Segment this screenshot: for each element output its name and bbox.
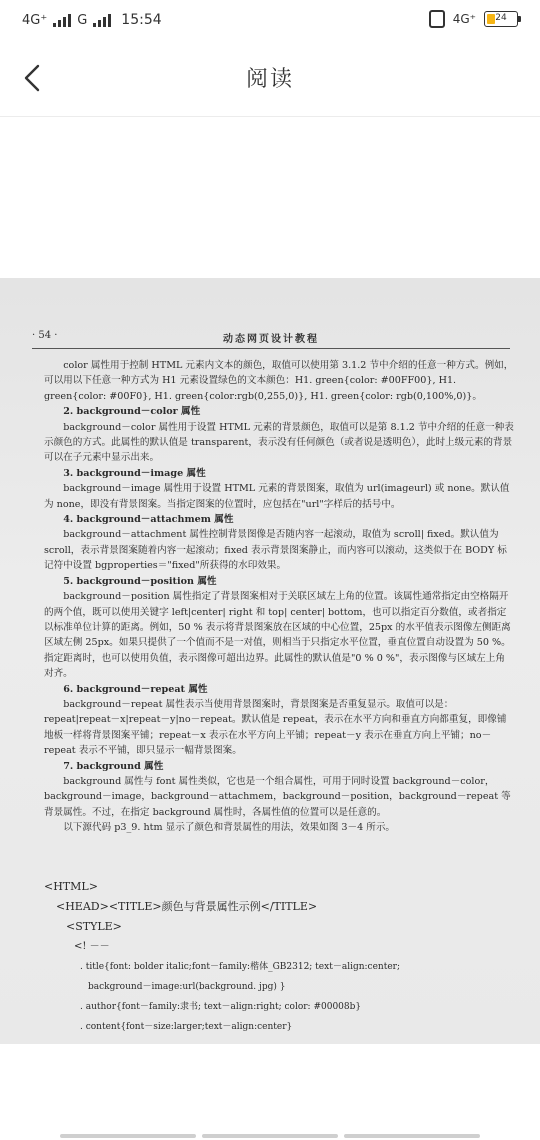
code-line: background－image:url(background. jpg) } — [88, 982, 286, 992]
section-heading: 4. background－attachmem 属性 — [63, 514, 234, 526]
network-type-label: 4G⁺ — [22, 12, 48, 28]
running-title: 动态网页设计教程 — [223, 334, 319, 345]
network-g-label: G — [77, 12, 88, 28]
code-line: . content{font－size:larger;text－align:center} — [80, 1022, 293, 1032]
page-header — [32, 330, 510, 348]
vibrate-icon — [429, 10, 445, 28]
code-listing — [44, 877, 520, 1037]
app-header — [0, 40, 540, 117]
scanned-page-image[interactable] — [0, 278, 540, 1044]
paragraph: 以下源代码 p3_9. htm 显示了颜色和背景属性的用法，效果如图 3－4 所示。 — [63, 822, 396, 834]
section-heading: 5. background－position 属性 — [63, 575, 217, 587]
paragraph: background 属性与 font 属性类似，它也是一个组合属性，可用于同时设置 background－color，background－image，background－attachmem，background－position，background－repeat 等背景属性。不过，在指定 background 属性时，各属性值的位置可以是任意的。 — [44, 775, 511, 818]
network-type-label-right: 4G⁺ — [452, 12, 476, 26]
code-line: <! －－ — [74, 941, 110, 952]
page-number: · 54 · — [32, 330, 58, 341]
battery-level: 24 — [495, 13, 507, 23]
bottom-scroll-indicator — [60, 1134, 480, 1138]
code-line: <STYLE> — [66, 920, 122, 933]
battery-icon — [484, 11, 518, 27]
paragraph: color 属性用于控制 HTML 元素内文本的颜色，取值可以使用第 3.1.2 节中介绍的任意一种方式。例如，可以用以下任意一种方式为 H1 元素设置绿色的文本颜色：H1. green{color: #00FF00}, H1. green{color: #00F0}, H1. green{color:rgb(0,255,0)}, H1. green{color: rgb(0,100%,0)}。 — [44, 360, 514, 402]
code-line: . title{font: bolder italic;font－family:楷体_GB2312; text－align:center; — [80, 962, 400, 972]
clock: 15:54 — [121, 12, 162, 28]
signal-icon-2 — [93, 13, 111, 27]
status-bar — [0, 0, 540, 40]
status-left — [22, 12, 162, 28]
section-heading: 7. background 属性 — [63, 760, 164, 772]
paragraph: background－position 属性指定了背景图案相对于关联区域左上角的位置。该属性通常指定由空格隔开的两个值，既可以使用关键字 left|center| right 和 top| center| bottom，也可以指定百分数值，或者指定以标准单位计算的距离。例如，50 % 表示将背景图案放在区域的中心位置，25px 的水平值表示图像左侧距离区域左侧 25px。如果只提供了一个值而不是一对值，则相当于只指定水平位置，垂直位置自动设置为 50 %。指定距离时，也可以使用负值，表示图像可超出边界。此属性的默认值是"0 % 0 %"，表示图像与区域左上角对齐。 — [44, 591, 511, 680]
battery-cap — [518, 16, 521, 22]
status-right — [429, 10, 518, 28]
signal-icon — [53, 13, 71, 27]
code-line: <HEAD><TITLE>颜色与背景属性示例</TITLE> — [56, 900, 318, 913]
paragraph: background－repeat 属性表示当使用背景图案时，背景图案是否重复显示。取值可以是：repeat|repeat－x|repeat－y|no－repeat。默认值是 repeat，表示在水平方向和垂直方向都重复，即像铺地板一样将背景图案平铺；repeat－x 表示在水平方向上平铺；repeat－y 表示在垂直方向上平铺；no－repeat 表示不平铺，即只显示一幅背景图案。 — [44, 698, 507, 757]
paragraph: background－attachment 属性控制背景图像是否随内容一起滚动，取值为 scroll| fixed。默认值为 scroll，表示背景图案随着内容一起滚动；fixed 表示背景图案静止，而内容可以滚动，这类似于在 BODY 标记符中设置 bgproperties＝"fixed"所获得的水印效果。 — [44, 529, 507, 572]
section-heading: 3. background－image 属性 — [63, 467, 206, 479]
header-rule — [32, 348, 510, 349]
section-heading: 6. background－repeat 属性 — [63, 683, 208, 695]
paragraph: background－color 属性用于设置 HTML 元素的背景颜色，取值可以是第 8.1.2 节中介绍的任意一种表示颜色的方式。此属性的默认值是 transparent，表示没有任何颜色（或者说是透明色），此时上级元素的背景可以在子元素中显示出来。 — [44, 421, 514, 464]
page-body-text — [44, 358, 514, 836]
code-line: . author{font－family:隶书; text－align:right; color: #00008b} — [80, 1002, 362, 1012]
page-title: 阅读 — [245, 67, 294, 92]
code-line: <HTML> — [44, 880, 98, 893]
section-heading: 2. background－color 属性 — [63, 406, 201, 418]
paragraph: background－image 属性用于设置 HTML 元素的背景图案，取值为 url(imageurl) 或 none。默认值为 none，即没有背景图案。当指定图案的位置时，应包括在"url"字样后的括号中。 — [44, 483, 510, 510]
